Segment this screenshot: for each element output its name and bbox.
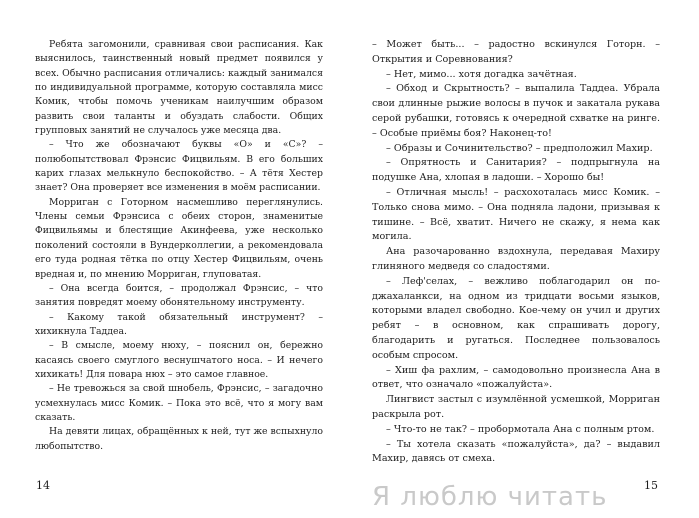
paragraph: Ребята загомонили, сравнивая свои расписания. Как выяснилось, таинственный новый предмет появился у всех. Обычно расписания отличались: каждый занимался по индивидуальной программе, которую составляла мисс Комик, чтобы помочь ученикам наилучшим образом развить свои таланты и обуздать слабости. Общих групповых занятий не случалось уже месяца два. (35, 39, 323, 137)
paragraph: Лингвист застыл с изумлённой усмешкой, Морриган раскрыла рот. (372, 394, 660, 420)
paragraph: – Какому такой обязательный инструмент? – хихикнула Таддеа. (35, 311, 323, 337)
paragraph: – Хиш фа рахлим, – самодовольно произнесла Ана в ответ, что означало «пожалуйста». (372, 364, 660, 391)
paragraph: Морриган с Готорном насмешливо переглянулись. Члены семьи Фрэнсиса с обеих сторон, знаменитые Фицвильямы и блестящие Акинфеева, уже несколько поколений состояли в Вундерколлегии, а рекомендовала его туда родная тётка по отцу Хестер Фицвильям, очень вредная и, по мнению Морриган, глуповатая. (35, 196, 323, 280)
paragraph: – Что-то не так? – пробормотала Ана с полным ртом. (386, 423, 655, 435)
paragraph: – Отличная мысль! – расхохоталась мисс Комик. – Только снова мимо. – Она подняла ладони, призывая к тишине. – Всё, хватит. Ничего не скажу, я нема как могила. (372, 186, 660, 243)
left-page-text (35, 38, 323, 454)
page-number-left: 14 (36, 479, 50, 492)
page-number-right: 15 (644, 479, 658, 492)
paragraph: – Что же обозначают буквы «О» и «С»? – полюбопытствовал Фрэнсис Фицвильям. В его больших карих глазах мелькнуло беспокойство. – А тётя Хестер знает? Она проверяет все изменения в моём расписании. (35, 139, 323, 194)
paragraph: – Леф'селах, – вежливо поблагодарил он по-джахаланкси, на одном из тридцати восьми языков, которыми владел свободно. Кое-чему он учил и других ребят – в основном, как спрашивать дорогу, благодарить и ругаться. Последнее пользовалось особым спросом. (372, 275, 660, 361)
paragraph: – Может быть... – радостно вскинулся Готорн. – Открытия и Соревнования? (372, 39, 660, 65)
paragraph: Ана разочарованно вздохнула, передавая Махиру глиняного медведя со сладостями. (372, 246, 660, 272)
watermark-text: Я люблю читать (372, 482, 608, 512)
paragraph: – Образы и Сочинительство? – предположил Махир. (386, 142, 653, 154)
paragraph: – Ты хотела сказать «пожалуйста», да? – выдавил Махир, давясь от смеха. (372, 438, 660, 465)
paragraph: – Обход и Скрытность? – выпалила Таддеа. Убрала свои длинные рыжие волосы в пучок и закатала рукава серой рубашки, готовясь к очередной схватке на ринге. – Особые приёмы боя? Наконец-то! (372, 83, 660, 139)
paragraph: – Она всегда боится, – продолжал Фрэнсис, – что занятия повредят моему обонятельному инструменту. (35, 282, 323, 309)
paragraph: – Опрятность и Санитария? – подпрыгнула на подушке Ана, хлопая в ладоши. – Хорошо бы! (372, 157, 660, 184)
paragraph: На девяти лицах, обращённых к ней, тут же вспыхнуло любопытство. (35, 426, 323, 452)
paragraph: – Нет, мимо... хотя догадка зачётная. (386, 68, 577, 80)
right-page-text (372, 38, 660, 467)
paragraph: – В смысле, моему нюху, – пояснил он, бережно касаясь своего смуглого веснушчатого носа. – И нечего хихикать! Для повара нюх – это самое главное. (35, 340, 323, 380)
paragraph: – Не тревожься за свой шнобель, Фрэнсис, – загадочно усмехнулась мисс Комик. – Пока это всё, что я могу вам сказать. (35, 383, 323, 423)
